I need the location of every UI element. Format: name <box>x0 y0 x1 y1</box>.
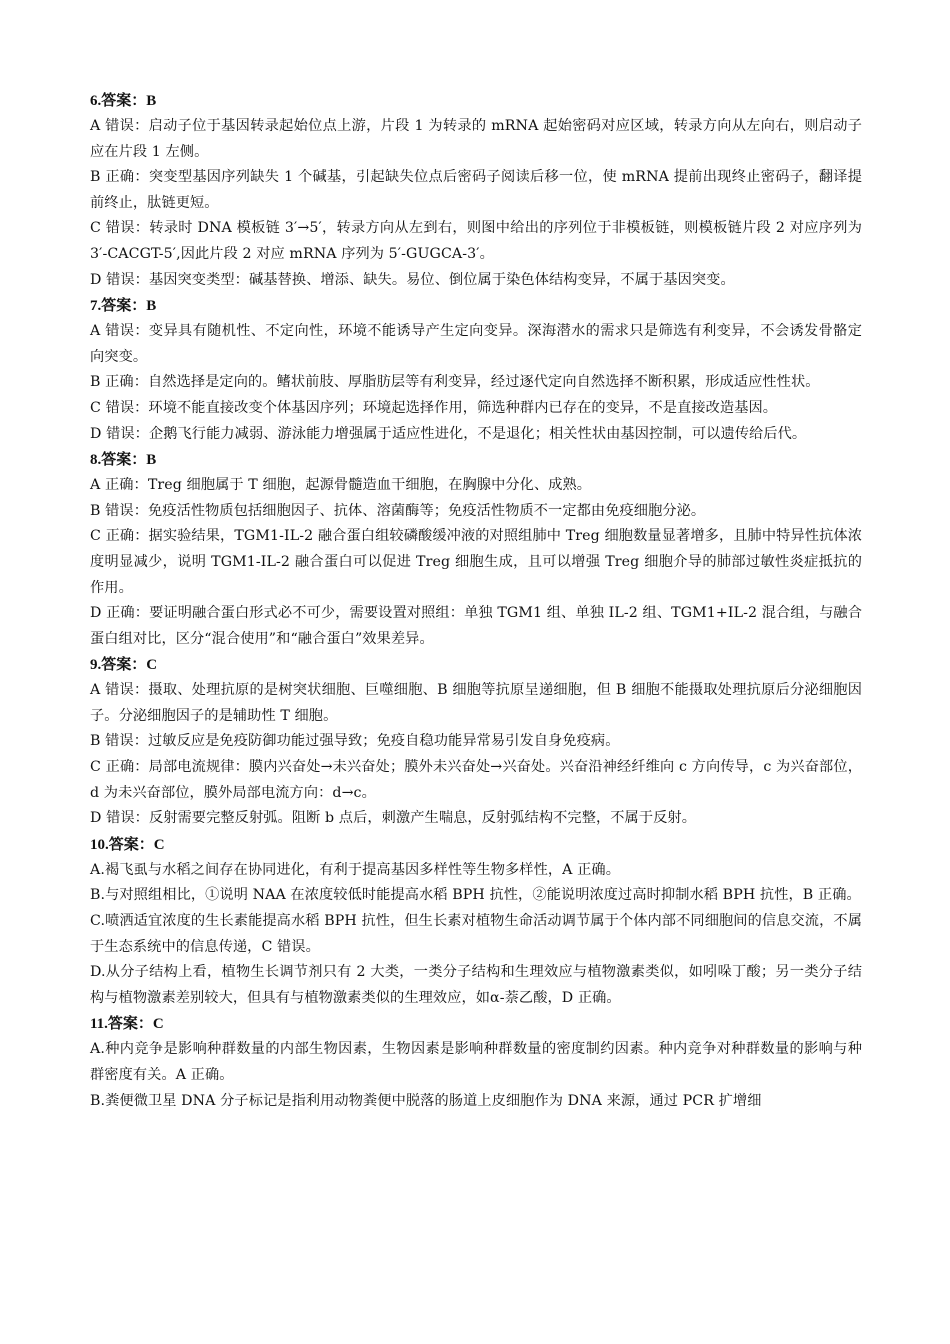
explanation-d: D.从分子结构上看，植物生长调节剂只有 2 大类，一类分子结构和生理效应与植物激素类似，如吲哚丁酸；另一类分子结构与植物激素差别较大，但具有与植物激素类似的生理效应，如α-萘乙酸，D 正确。 <box>90 964 862 1006</box>
explanation-b: B 错误：免疫活性物质包括细胞因子、抗体、溶菌酶等；免疫活性物质不一定都由免疫细胞分泌。 <box>90 502 706 519</box>
explanation-b: B 正确：突变型基因序列缺失 1 个碱基，引起缺失位点后密码子阅读后移一位，使 mRNA 提前出现终止密码子，翻译提前终止，肽链更短。 <box>90 169 862 211</box>
answer-heading: 7.答案：B <box>90 298 157 315</box>
answer-block-6 <box>90 89 862 293</box>
explanation-d: D 正确：要证明融合蛋白形式必不可少，需要设置对照组：单独 TGM1 组、单独 IL-2 组、TGM1+IL-2 混合组，与融合蛋白组对比，区分“混合使用”和“融合蛋白”效果差异。 <box>90 605 862 647</box>
explanation-b: B 错误：过敏反应是免疫防御功能过强导致；免疫自稳功能异常易引发自身免疫病。 <box>90 733 620 750</box>
answer-block-10 <box>90 833 862 1012</box>
answer-heading: 9.答案：C <box>90 657 158 674</box>
answer-block-9 <box>90 653 862 832</box>
answer-heading: 11.答案：C <box>90 1016 164 1033</box>
explanation-d: D 错误：基因突变类型：碱基替换、增添、缺失。易位、倒位属于染色体结构变异，不属于基因突变。 <box>90 271 735 288</box>
answer-block-8 <box>90 448 862 652</box>
explanation-b: B.与对照组相比，①说明 NAA 在浓度较低时能提高水稻 BPH 抗性，②能说明浓度过高时抑制水稻 BPH 抗性，B 正确。 <box>90 887 861 904</box>
explanation-c: C 错误：环境不能直接改变个体基因序列；环境起选择作用，筛选种群内已存在的变异，不是直接改造基因。 <box>90 399 778 416</box>
explanation-b: B 正确：自然选择是定向的。鳍状前肢、厚脂肪层等有利变异，经过逐代定向自然选择不断积累，形成适应性性状。 <box>90 374 820 391</box>
explanation-c: C 正确：据实验结果，TGM1-IL-2 融合蛋白组较磷酸缓冲液的对照组肺中 Treg 细胞数量显著增多，且肺中特异性抗体浓度明显减少，说明 TGM1-IL-2 融合蛋白可以促进 Treg 细胞生成，且可以增强 Treg 细胞介导的肺部过敏性炎症抵抗的作用。 <box>90 528 862 596</box>
explanation-a: A.种内竞争是影响种群数量的内部生物因素，生物因素是影响种群数量的密度制约因素。种内竞争对种群数量的影响与种群密度有关。A 正确。 <box>90 1041 862 1083</box>
explanation-a: A 错误：摄取、处理抗原的是树突状细胞、巨噬细胞、B 细胞等抗原呈递细胞，但 B 细胞不能摄取处理抗原后分泌细胞因子。分泌细胞因子的是辅助性 T 细胞。 <box>90 682 862 724</box>
explanation-a: A 正确：Treg 细胞属于 T 细胞，起源骨髓造血干细胞，在胸腺中分化、成熟。 <box>90 477 592 494</box>
explanation-c: C 正确：局部电流规律：膜内兴奋处→未兴奋处；膜外未兴奋处→兴奋处。兴奋沿神经纤维向 c 方向传导，c 为兴奋部位，d 为未兴奋部位，膜外局部电流方向：d→c。 <box>90 759 862 801</box>
explanation-d: D 错误：企鹅飞行能力减弱、游泳能力增强属于适应性进化，不是退化；相关性状由基因控制，可以遗传给后代。 <box>90 425 807 442</box>
explanation-a: A 错误：变异具有随机性、不定向性，环境不能诱导产生定向变异。深海潜水的需求只是筛选有利变异，不会诱发骨骼定向突变。 <box>90 323 862 365</box>
explanation-c: C.喷洒适宜浓度的生长素能提高水稻 BPH 抗性，但生长素对植物生命活动调节属于个体内部不同细胞间的信息交流，不属于生态系统中的信息传递，C 错误。 <box>90 913 862 955</box>
explanation-b: B.粪便微卫星 DNA 分子标记是指利用动物粪便中脱落的肠道上皮细胞作为 DNA 来源，通过 PCR 扩增细 <box>90 1092 762 1109</box>
explanation-d: D 错误：反射需要完整反射弧。阻断 b 点后，刺激产生喘息，反射弧结构不完整，不属于反射。 <box>90 810 696 827</box>
explanation-c: C 错误：转录时 DNA 模板链 3′→5′，转录方向从左到右，则图中给出的序列位于非模板链，则模板链片段 2 对应序列为 3′-CACGT-5′,因此片段 2 对应 mRNA 序列为 5′-GUGCA-3′。 <box>90 220 862 262</box>
answer-heading: 6.答案：B <box>90 93 157 109</box>
answer-block-11 <box>90 1012 862 1114</box>
answer-block-7 <box>90 294 862 447</box>
explanation-a: A.褐飞虱与水稻之间存在协同进化，有利于提高基因多样性等生物多样性，A 正确。 <box>90 861 620 878</box>
answer-heading: 10.答案：C <box>90 836 165 853</box>
explanation-a: A 错误：启动子位于基因转录起始位点上游，片段 1 为转录的 mRNA 起始密码对应区域，转录方向从左向右，则启动子应在片段 1 左侧。 <box>90 118 862 160</box>
answer-heading: 8.答案：B <box>90 452 157 469</box>
